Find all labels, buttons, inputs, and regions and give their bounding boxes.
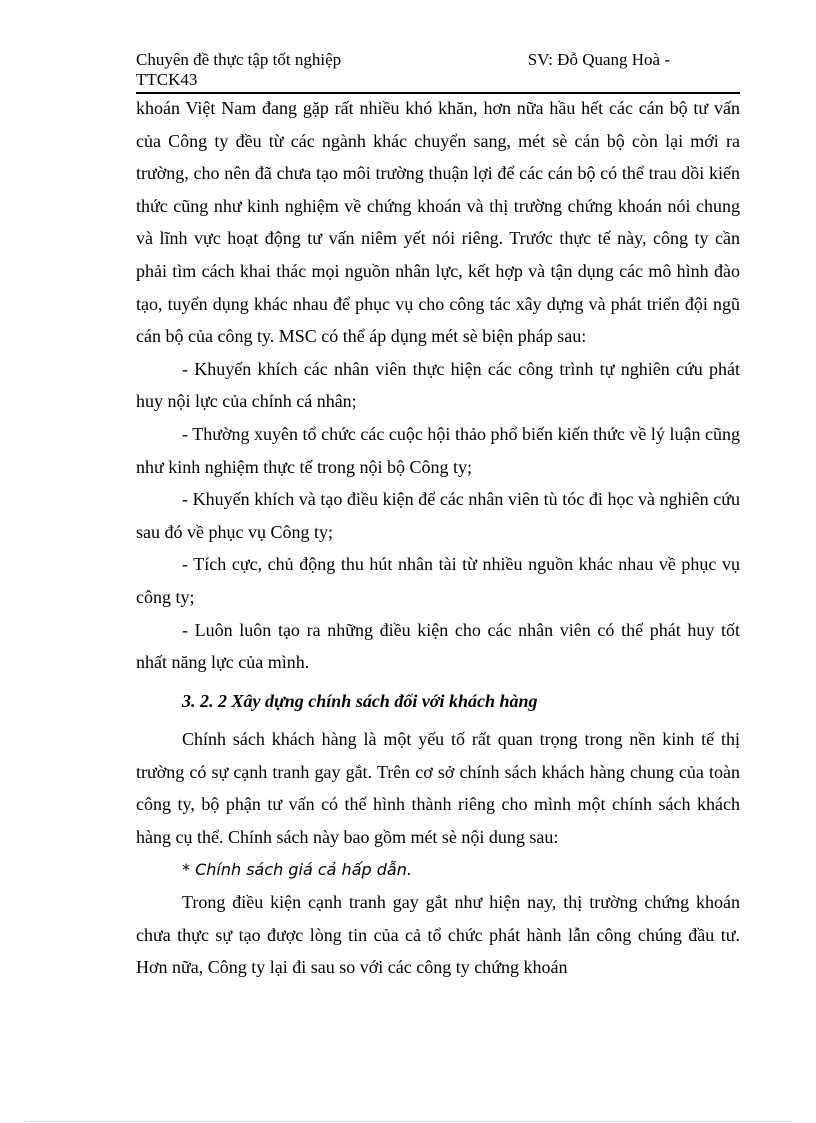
class-code: TTCK43 [136,70,198,89]
section-heading: 3. 2. 2 Xây dựng chính sách đối với khách hàng [182,690,538,711]
page-header [136,50,740,90]
bullet-item: - Luôn luôn tạo ra những điều kiện cho các nhân viên có thể phát huy tốt nhất năng lực của mình. [136,619,740,673]
bullet-item: - Tích cực, chủ động thu hút nhân tài từ nhiều nguồn khác nhau về phục vụ công ty; [136,554,740,607]
bullet-item: - Thường xuyên tổ chức các cuộc hội thảo phổ biến kiến thức về lý luận cũng như kinh nghiệm thực tế trong nội bộ Công ty; [136,423,740,477]
paragraph: Chính sách khách hàng là một yếu tố rất quan trọng trong nền kinh tế thị trường có sự cạnh tranh gay gắt. Trên cơ sở chính sách khách hàng chung của toàn công ty, bộ phận tư vấn có thể hình thành riêng cho mình một chính sách khách hàng cụ thể. Chính sách này bao gồm mét sè nội dung sau: [136,729,740,848]
bullet-item: - Khuyến khích và tạo điều kiện để các nhân viên tù tóc đi học và nghiên cứu sau đó về phục vụ Công ty; [136,489,740,542]
paragraph: Trong điều kiện cạnh tranh gay gắt như hiện nay, thị trường chứng khoán chưa thực sự tạo được lòng tin của cả tổ chức phát hành lẫn công chúng đầu tư. Hơn nữa, Công ty lại đi sau so với các công ty chứng khoán [136,892,740,978]
header-row [136,50,740,70]
thesis-title: Chuyên đề thực tập tốt nghiệp [136,50,342,69]
document-body [136,92,740,984]
bullet-item: - Khuyến khích các nhân viên thực hiện các công trình tự nghiên cứu phát huy nội lực của chính cá nhân; [136,358,740,412]
italic-subheading: * Chính sách giá cả hấp dẫn. [182,859,412,879]
student-name: SV: Đỗ Quang Hoà - [527,50,670,69]
paragraph-continuation: khoán Việt Nam đang gặp rất nhiều khó khăn, hơn nữa hầu hết các cán bộ tư vấn của Công ty đều từ các ngành khác chuyển sang, mét sè cán bộ còn lại mới ra trường, cho nên đã chưa tạo môi trường thuận lợi để các cán bộ có thể trau dồi kiến thức cũng như kinh nghiệm về chứng khoán và thị trường chứng khoán nói chung và lĩnh vực hoạt động tư vấn niêm yết nói riêng. Trước thực tế này, công ty cần phải tìm cách khai thác mọi nguồn nhân lực, kết hợp và tận dụng các mô hình đào tạo, tuyển dụng khác nhau để phục vụ cho công tác xây dựng và phát triển đội ngũ cán bộ của công ty. MSC có thể áp dụng mét sè biện pháp sau: [136,98,740,347]
page-bottom-border [24,1121,792,1122]
